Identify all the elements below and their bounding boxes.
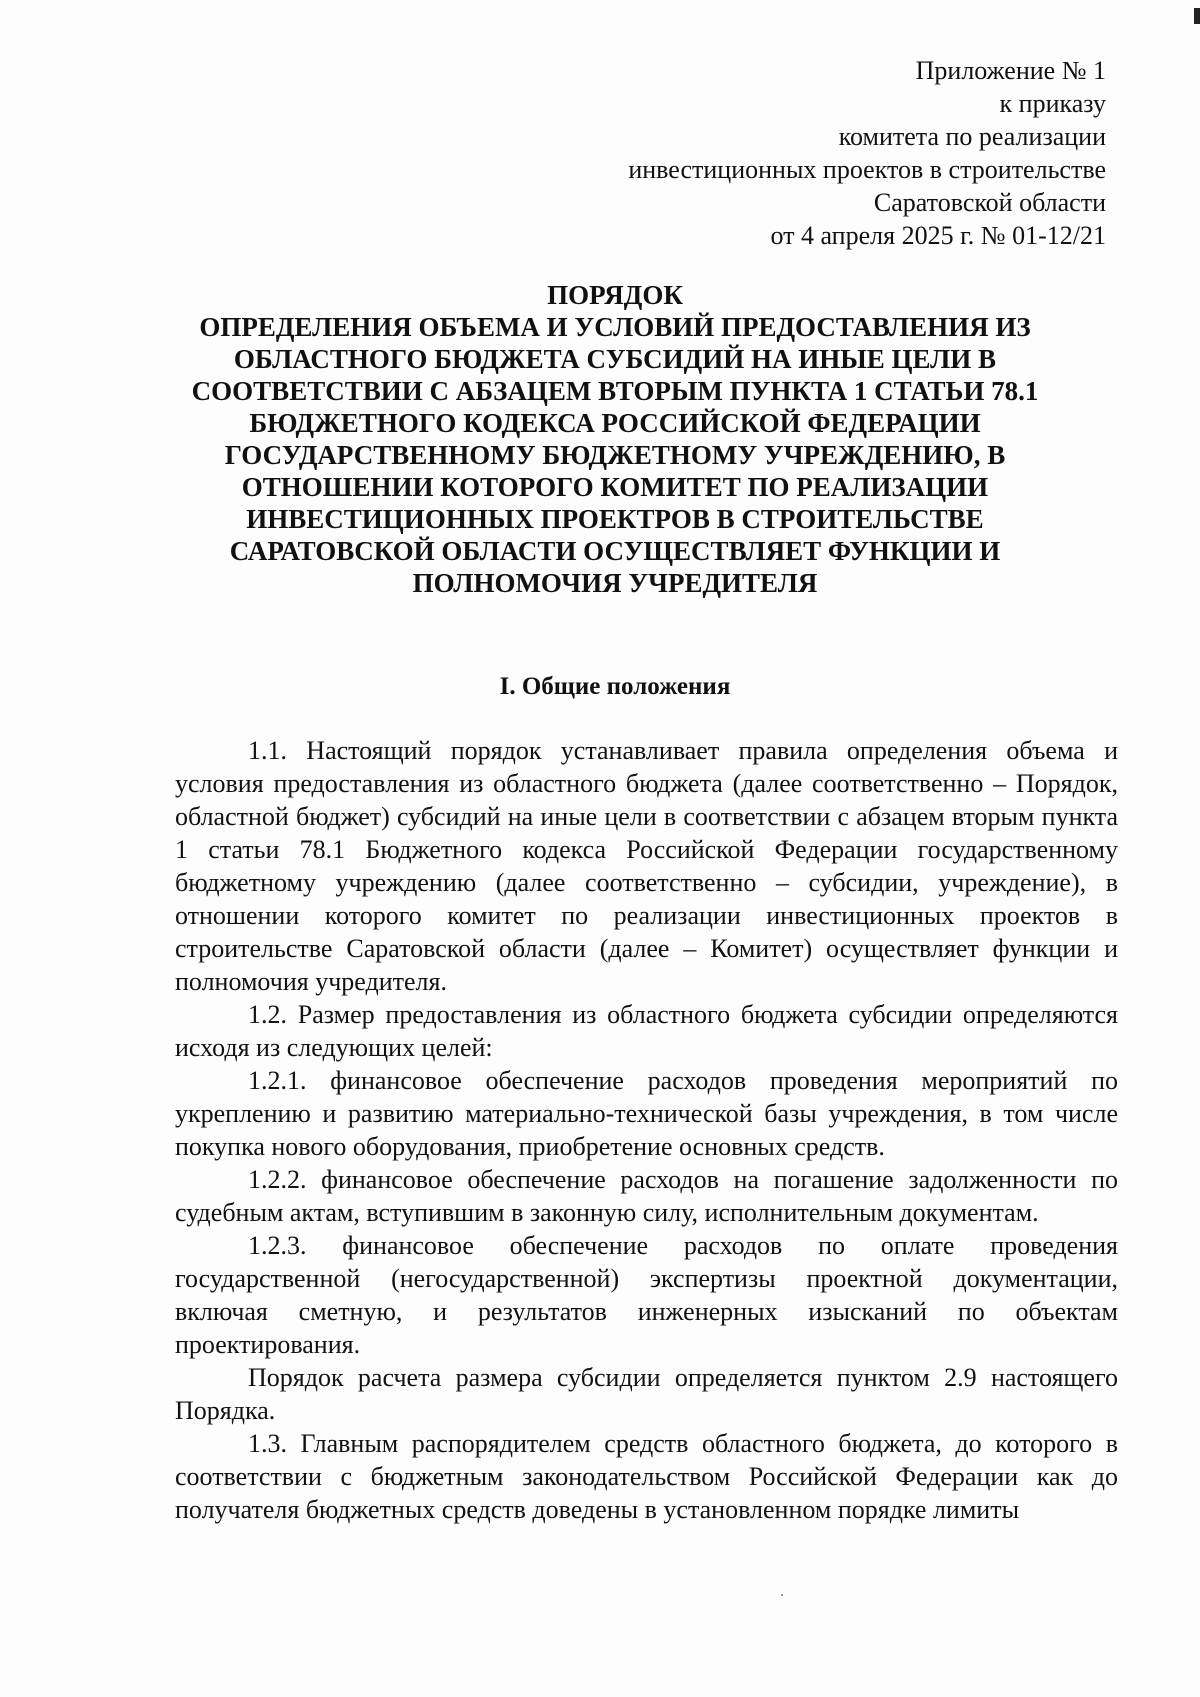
title-line: ПОЛНОМОЧИЯ УЧРЕДИТЕЛЯ	[412, 568, 818, 598]
scan-edge-mark	[1194, 8, 1200, 24]
annex-block	[628, 54, 1106, 252]
section-heading: I. Общие положения	[499, 673, 731, 700]
paragraph-calculation: Порядок расчета размера субсидии определяется пунктом 2.9 настоящего Порядка.	[175, 1363, 1118, 1425]
paragraph-1-1: 1.1. Настоящий порядок устанавливает правила определения объема и условия предоставления из областного бюджета (далее соответственно – Порядок, областной бюджет) субсидий на иные цели в соответствии с абзацем вторым пункта 1 статьи 78.1 Бюджетного кодекса Российской Федерации государственному бюджетному учреждению (далее соответственно – субсидии, учреждение), в отношении которого комитет по реализации инвестиционных проектов в строительстве Саратовской области (далее – Комитет) осуществляет функции и полномочия учредителя.	[175, 736, 1118, 996]
paragraph-1-2: 1.2. Размер предоставления из областного бюджета субсидии определяются исходя из следующих целей:	[175, 1000, 1118, 1062]
paragraph-1-2-1: 1.2.1. финансовое обеспечение расходов проведения мероприятий по укреплению и развитию материально-технической базы учреждения, в том числе покупка нового оборудования, приобретение основных средств.	[175, 1066, 1118, 1161]
title-line: ИНВЕСТИЦИОННЫХ ПРОЕКТРОВ В СТРОИТЕЛЬСТВЕ	[246, 504, 984, 534]
annex-line-region: Саратовской области	[873, 188, 1106, 217]
document-title	[150, 279, 1080, 599]
annex-line-committee: комитета по реализации	[838, 122, 1106, 151]
paragraph-1-3: 1.3. Главным распорядителем средств областного бюджета, до которого в соответствии с бюджетным законодательством Российской Федерации как до получателя бюджетных средств доведены в установленном порядке лимиты	[175, 1429, 1118, 1524]
title-line: СООТВЕТСТВИИ С АБЗАЦЕМ ВТОРЫМ ПУНКТА 1 СТАТЬИ 78.1	[191, 376, 1039, 406]
title-line: ПОРЯДОК	[547, 280, 683, 310]
annex-line-projects: инвестиционных проектов в строительстве	[628, 155, 1106, 184]
document-body	[175, 734, 1118, 1526]
title-line: ГОСУДАРСТВЕННОМУ БЮДЖЕТНОМУ УЧРЕЖДЕНИЮ, В	[224, 440, 1006, 470]
paragraph-1-2-3: 1.2.3. финансовое обеспечение расходов по оплате проведения государственной (негосударственной) экспертизы проектной документации, включая сметную, и результатов инженерных изысканий по объектам проектирования.	[175, 1231, 1118, 1359]
title-line: ОПРЕДЕЛЕНИЯ ОБЪЕМА И УСЛОВИЙ ПРЕДОСТАВЛЕНИЯ ИЗ	[199, 312, 1031, 342]
scan-speck	[781, 1594, 783, 1596]
title-line: ОТНОШЕНИИ КОТОРОГО КОМИТЕТ ПО РЕАЛИЗАЦИИ	[241, 472, 989, 502]
paragraph-1-2-2: 1.2.2. финансовое обеспечение расходов на погашение задолженности по судебным актам, вступившим в законную силу, исполнительным документам.	[175, 1165, 1118, 1227]
annex-line-date: от 4 апреля 2025 г. № 01-12/21	[770, 221, 1106, 250]
title-line: ОБЛАСТНОГО БЮДЖЕТА СУБСИДИЙ НА ИНЫЕ ЦЕЛИ В	[233, 344, 997, 374]
title-line: САРАТОВСКОЙ ОБЛАСТИ ОСУЩЕСТВЛЯЕТ ФУНКЦИИ И	[229, 536, 1001, 566]
annex-line-order: к приказу	[999, 89, 1106, 118]
annex-line-number: Приложение № 1	[915, 56, 1106, 85]
title-line: БЮДЖЕТНОГО КОДЕКСА РОССИЙСКОЙ ФЕДЕРАЦИИ	[249, 408, 981, 438]
